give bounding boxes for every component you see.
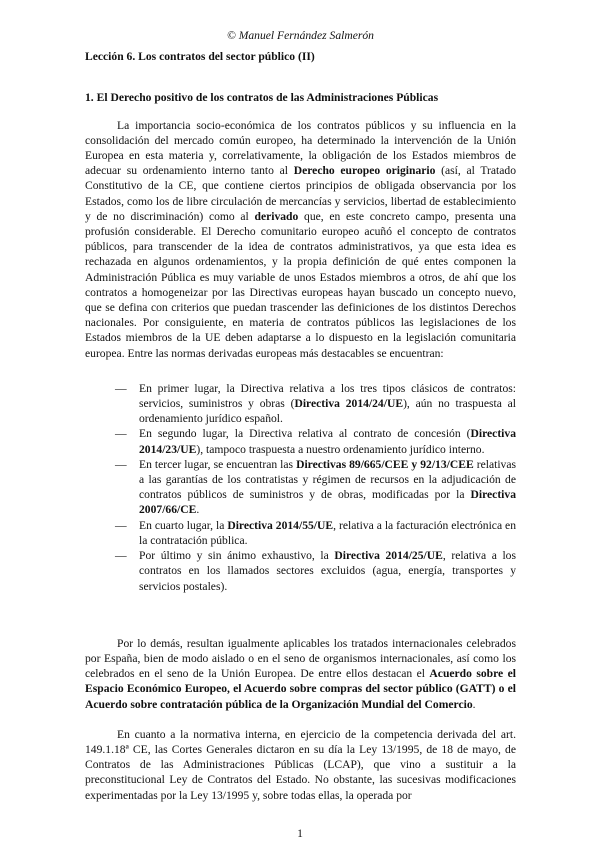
- bold-term: Directiva 2007/66/CE: [139, 488, 516, 517]
- bold-term: derivado: [254, 209, 299, 223]
- list-item: — En segundo lugar, la Directiva relativa al contrato de concesión (Directiva 2014/23/UE), tampoco traspuesta a nuestro ordenamiento jurídico interno.: [115, 427, 516, 456]
- bold-term: Directiva 2014/23/UE: [139, 427, 516, 456]
- list-item: — En cuarto lugar, la Directiva 2014/55/UE, relativa a la facturación electrónica en la contratación pública.: [115, 518, 516, 547]
- dash-marker: —: [115, 518, 127, 532]
- paragraph-treaties: Por lo demás, resultan igualmente aplicables los tratados internacionales celebrados por España, bien de modo aislado o en el seno de organismos internacionales, así como los celebrados en el seno de la Unión Europea. De entre ellos destacan el Acuerdo sobre el Espacio Económico Europeo, el Acuerdo sobre compras del sector público (GATT) o el Acuerdo sobre contratación pública de la Organización Mundial del Comercio.: [85, 636, 516, 711]
- list-item: — En tercer lugar, se encuentran las Directivas 89/665/CEE y 92/13/CEE relativas a las garantías de los contratistas y régimen de recursos en la adjudicación de contratos públicos de suministros y de obras, modificadas por la Directiva 2007/66/CE.: [115, 457, 517, 517]
- author-header: © Manuel Fernández Salmerón: [227, 29, 374, 42]
- bold-term: Directiva 2014/55/UE: [227, 518, 334, 532]
- list-item: — Por último y sin ánimo exhaustivo, la Directiva 2014/25/UE, relativa a los contratos en los llamados sectores excluidos (agua, energía, transportes y servicios postales).: [115, 549, 516, 593]
- dash-marker: —: [115, 427, 127, 441]
- paragraph-internal-law: En cuanto a la normativa interna, en ejercicio de la competencia derivada del art. 149.1.18ª CE, las Cortes Generales dictaron en su día la Ley 13/1995, de 18 de mayo, de Contratos de las Administraciones Públicas (LCAP), que vino a sustituir a la preconstitucional Ley de Contratos del Estado. No obstante, las sucesivas modificaciones experimentadas por la Ley 13/1995 y, sobre todas ellas, la operada por: [85, 727, 516, 802]
- directives-list: [85, 381, 516, 594]
- section-heading: 1. El Derecho positivo de los contratos de las Administraciones Públicas: [85, 91, 439, 105]
- bold-term: Directivas 89/665/CEE y 92/13/CEE: [296, 457, 474, 471]
- dash-marker: —: [115, 381, 127, 395]
- bold-term: Acuerdo sobre el Espacio Económico Europeo, el Acuerdo sobre compras del sector público (GATT) o el Acuerdo sobre contratación pública de la Organización Mundial del Comercio: [85, 667, 516, 711]
- paragraph-intro: La importancia socio-económica de los contratos públicos y su influencia en la consolidación del mercado común europeo, ha determinado la intervención de la Unión Europea en esta materia y, correlativamente, la obligación de los Estados miembros de adecuar su ordenamiento interno tanto al Derecho europeo originario (así, al Tratado Constitutivo de la CE, que contiene ciertos principios de obligada observancia por los Estados, como los de libre circulación de mercancías y servicios, libertad de establecimiento y de no discriminación) como al derivado que, en este concreto campo, presenta una profusión considerable. El Derecho comunitario europeo acuñó el concepto de contratos públicos, para transcender de la idea de contratos administrativos, ya que esta idea es rechazada en algunos ordenamientos, y la propia definición de qué entes componen la Administración Pública es muy variable de unos Estados miembros a otros, de ahí que los contratos a homogeneizar por las Directivas europeas hayan buscado un concepto nuevo, que se defina con criterios que puedan trascender las definiciones de los distintos Derechos nacionales. Por consiguiente, en materia de contratos públicos las legislaciones de los Estados miembros de la UE deben adaptarse a lo dispuesto en la legislación comunitaria europea. Entre las normas derivadas europeas más destacables se encuentran:: [85, 118, 516, 360]
- bold-term: Derecho europeo originario: [293, 164, 436, 178]
- lesson-title: Lección 6. Los contratos del sector público (II): [85, 50, 315, 64]
- dash-marker: —: [115, 549, 127, 563]
- bold-term: Directiva 2014/25/UE: [334, 549, 443, 563]
- page-number: 1: [297, 827, 303, 840]
- list-item: — En primer lugar, la Directiva relativa a los tres tipos clásicos de contratos: servicios, suministros y obras (Directiva 2014/24/UE), aún no traspuesta al ordenamiento jurídico español.: [115, 381, 516, 426]
- bold-term: Directiva 2014/24/UE: [294, 397, 404, 411]
- dash-marker: —: [115, 457, 127, 471]
